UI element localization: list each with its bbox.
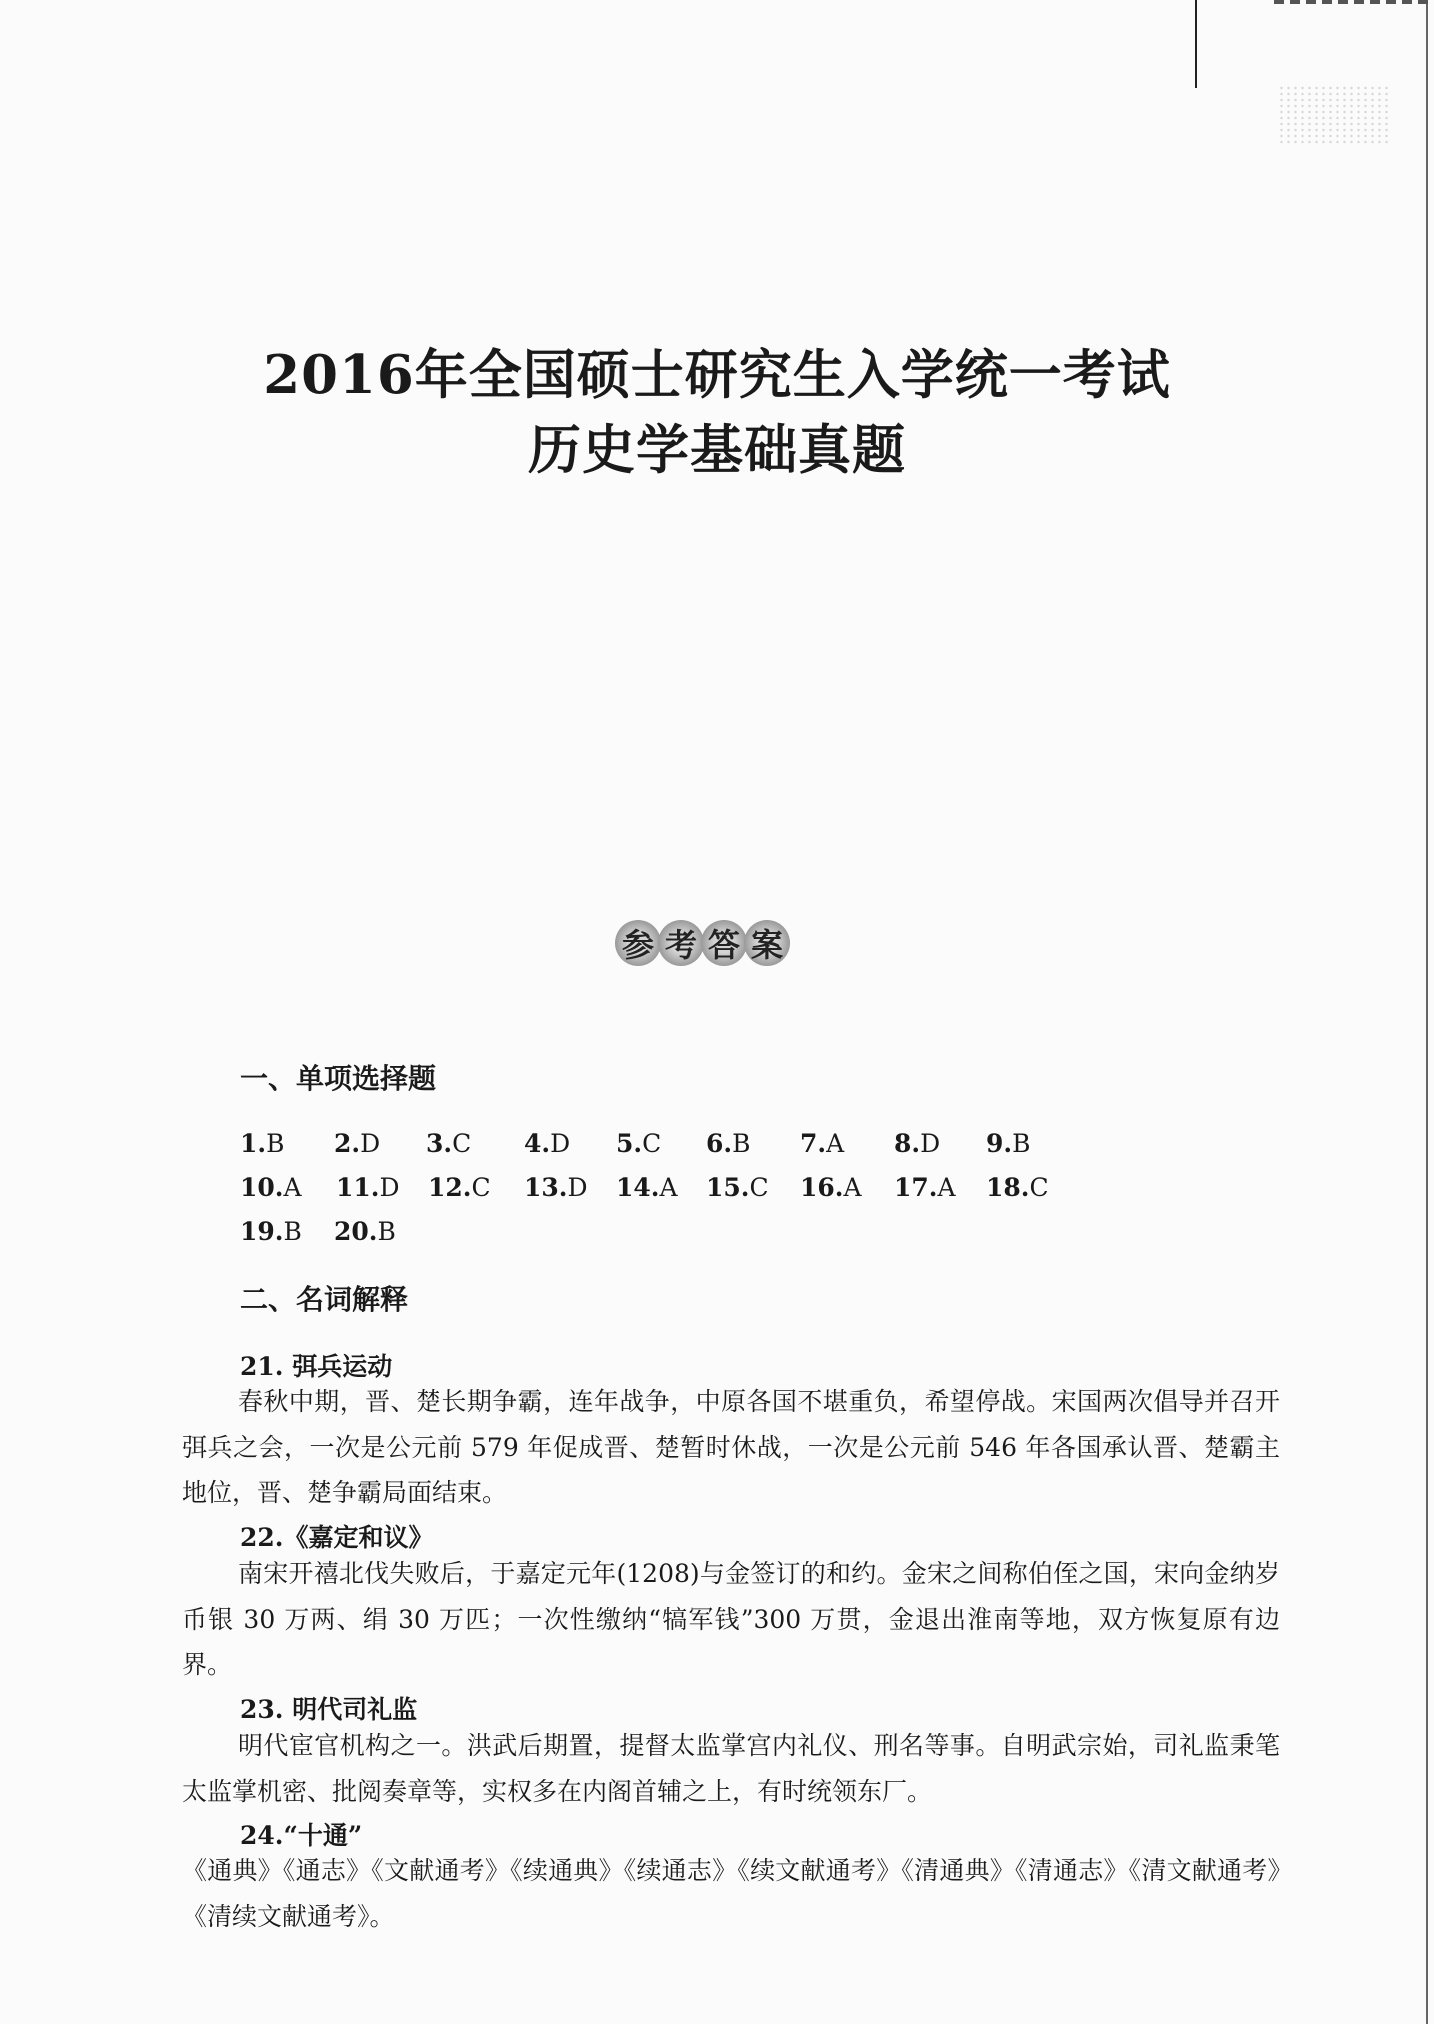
answer-item bbox=[240, 1173, 302, 1202]
answer-value: D bbox=[379, 1173, 400, 1202]
badge-char: 案 bbox=[744, 920, 790, 966]
answer-value: A bbox=[826, 1129, 845, 1158]
answer-item bbox=[616, 1173, 678, 1202]
answer-number: 9. bbox=[986, 1129, 1013, 1158]
answer-number: 17. bbox=[894, 1173, 938, 1202]
reference-answer-badge bbox=[615, 920, 787, 966]
answer-number: 14. bbox=[616, 1173, 660, 1202]
badge-char: 参 bbox=[615, 920, 661, 966]
badge-char: 考 bbox=[658, 920, 704, 966]
answer-number: 19. bbox=[240, 1217, 284, 1246]
answer-item bbox=[240, 1129, 284, 1158]
answer-value: C bbox=[1029, 1173, 1049, 1202]
answer-value: D bbox=[360, 1129, 381, 1158]
answer-item bbox=[428, 1173, 491, 1202]
answer-item bbox=[986, 1129, 1030, 1158]
term-body: 明代宦官机构之一。洪武后期置，提督太监掌宫内礼仪、刑名等事。自明武宗始，司礼监秉笔太监掌机密、批阅奏章等，实权多在内阁首辅之上，有时统领东厂。 bbox=[182, 1731, 1280, 1806]
answer-number: 12. bbox=[428, 1173, 472, 1202]
answer-item bbox=[706, 1129, 750, 1158]
answer-value: D bbox=[550, 1129, 571, 1158]
answer-number: 2. bbox=[334, 1129, 361, 1158]
answer-number: 1. bbox=[240, 1129, 267, 1158]
answer-number: 8. bbox=[894, 1129, 921, 1158]
answer-value: B bbox=[377, 1217, 396, 1246]
answer-number: 13. bbox=[524, 1173, 568, 1202]
answer-value: A bbox=[283, 1173, 302, 1202]
badge-char: 答 bbox=[701, 920, 747, 966]
answer-item bbox=[524, 1129, 570, 1158]
answer-number: 10. bbox=[240, 1173, 284, 1202]
term-title: 21. 弭兵运动 bbox=[240, 1352, 393, 1381]
term-body: 南宋开禧北伐失败后，于嘉定元年(1208)与金签订的和约。金宋之间称伯侄之国，宋向金纳岁币银 30 万两、绢 30 万匹；一次性缴纳“犒军钱”300 万贯，金退出淮南等地，双方恢复原有边界。 bbox=[182, 1559, 1280, 1679]
term-title: 24.“十通” bbox=[240, 1821, 363, 1850]
answer-value: B bbox=[1012, 1129, 1031, 1158]
answer-value: D bbox=[920, 1129, 941, 1158]
answer-number: 6. bbox=[706, 1129, 733, 1158]
answer-value: A bbox=[843, 1173, 862, 1202]
answer-item bbox=[706, 1173, 769, 1202]
binding-line bbox=[1195, 0, 1197, 88]
answer-value: B bbox=[266, 1129, 285, 1158]
term-title: 23. 明代司礼监 bbox=[240, 1695, 418, 1724]
answer-number: 11. bbox=[336, 1173, 380, 1202]
section1-heading: 一、单项选择题 bbox=[240, 1062, 437, 1095]
answer-number: 3. bbox=[426, 1129, 453, 1158]
answer-item bbox=[334, 1217, 396, 1246]
answer-item bbox=[524, 1173, 588, 1202]
answer-value: A bbox=[659, 1173, 678, 1202]
answer-item bbox=[800, 1173, 862, 1202]
page-title-line1: 2016年全国硕士研究生入学统一考试 bbox=[263, 344, 1171, 406]
answer-value: C bbox=[471, 1173, 491, 1202]
page-edge-line bbox=[1426, 0, 1428, 2024]
answer-number: 16. bbox=[800, 1173, 844, 1202]
answer-item bbox=[800, 1129, 844, 1158]
answer-number: 7. bbox=[800, 1129, 827, 1158]
answer-value: C bbox=[452, 1129, 472, 1158]
edge-dash bbox=[1274, 0, 1434, 4]
answer-number: 15. bbox=[706, 1173, 750, 1202]
term-title: 22.《嘉定和议》 bbox=[240, 1523, 434, 1552]
scan-noise bbox=[1278, 85, 1388, 145]
answer-item bbox=[426, 1129, 471, 1158]
answer-number: 4. bbox=[524, 1129, 551, 1158]
answer-value: C bbox=[642, 1129, 662, 1158]
term-body: 春秋中期，晋、楚长期争霸，连年战争，中原各国不堪重负，希望停战。宋国两次倡导并召开弭兵之会，一次是公元前 579 年促成晋、楚暂时休战，一次是公元前 546 年各国承认晋、楚霸主地位，晋、楚争霸局面结束。 bbox=[182, 1387, 1280, 1507]
answer-value: C bbox=[749, 1173, 769, 1202]
answer-item bbox=[334, 1129, 380, 1158]
section2-heading: 二、名词解释 bbox=[240, 1283, 409, 1316]
term-body: 《通典》《通志》《文献通考》《续通典》《续通志》《续文献通考》《清通典》《清通志》《清文献通考》《清续文献通考》。 bbox=[182, 1856, 1280, 1931]
answer-item bbox=[240, 1217, 302, 1246]
answer-number: 20. bbox=[334, 1217, 378, 1246]
answer-value: D bbox=[567, 1173, 588, 1202]
answer-value: A bbox=[937, 1173, 956, 1202]
answer-value: B bbox=[732, 1129, 751, 1158]
answer-item bbox=[616, 1129, 661, 1158]
answer-item bbox=[894, 1129, 940, 1158]
answer-number: 5. bbox=[616, 1129, 643, 1158]
page-title-line2: 历史学基础真题 bbox=[528, 419, 906, 481]
answer-value: B bbox=[283, 1217, 302, 1246]
answer-item bbox=[336, 1173, 400, 1202]
answer-item bbox=[894, 1173, 956, 1202]
answer-item bbox=[986, 1173, 1049, 1202]
answer-number: 18. bbox=[986, 1173, 1030, 1202]
